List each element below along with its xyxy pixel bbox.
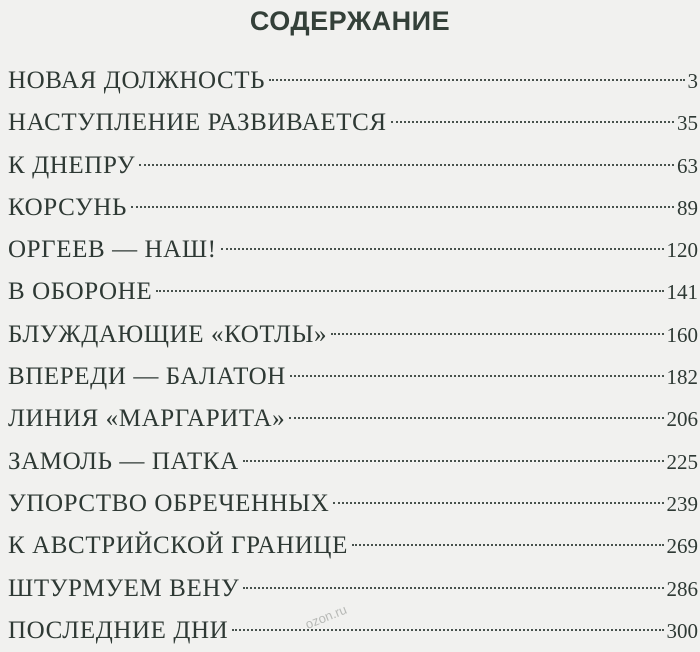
- toc-entry: [8, 314, 698, 356]
- dot-leader: [243, 587, 663, 589]
- dot-leader: [243, 460, 664, 462]
- toc-entry: [8, 610, 698, 652]
- toc-entry: [8, 187, 698, 229]
- toc-entry: [8, 145, 698, 187]
- toc-entry: [8, 60, 698, 102]
- dot-leader: [156, 290, 663, 292]
- toc-entry-page: 89: [677, 195, 698, 220]
- toc-entry-page: 120: [666, 238, 698, 263]
- toc-entry: [8, 271, 698, 313]
- dot-leader: [221, 248, 664, 250]
- toc-entry-title: ВПЕРЕДИ — БАЛАТОН: [8, 363, 286, 391]
- toc-entry-title: УПОРСТВО ОБРЕЧЕННЫХ: [8, 489, 330, 517]
- dot-leader: [269, 79, 684, 81]
- toc-entry-title: ЗАМОЛЬ — ПАТКА: [8, 447, 239, 475]
- toc-entry-page: 63: [677, 153, 698, 178]
- toc-entry-title: К АВСТРИЙСКОЙ ГРАНИЦЕ: [8, 532, 348, 560]
- toc-entry-page: 35: [677, 111, 698, 136]
- toc-entry-title: В ОБОРОНЕ: [8, 278, 153, 306]
- toc-entry-title: НАСТУПЛЕНИЕ РАЗВИВАЕТСЯ: [8, 109, 387, 137]
- toc-entry-page: 3: [687, 69, 698, 93]
- dot-leader: [331, 333, 663, 335]
- toc-entry-title: К ДНЕПРУ: [8, 151, 136, 179]
- dot-leader: [391, 121, 674, 123]
- toc-entry-page: 286: [666, 576, 698, 601]
- watermark: ozon.ru: [303, 601, 349, 632]
- toc-entry-title: ШТУРМУЕМ ВЕНУ: [8, 574, 240, 602]
- toc-entry: [8, 525, 698, 567]
- toc-entry: [8, 229, 698, 271]
- toc-entry: [8, 102, 698, 144]
- toc-entry: [8, 356, 698, 398]
- toc-entry-title: БЛУЖДАЮЩИЕ «КОТЛЫ»: [8, 320, 328, 348]
- page-title: СОДЕРЖАНИЕ: [249, 6, 451, 36]
- toc-entry-page: 225: [666, 449, 698, 474]
- toc-entry: [8, 483, 698, 525]
- dot-leader: [352, 544, 664, 546]
- dot-leader: [232, 629, 663, 631]
- toc-entry-page: 239: [666, 491, 698, 516]
- toc-entry: [8, 568, 698, 610]
- toc-entry-title: КОРСУНЬ: [8, 193, 127, 221]
- toc-entry-title: ЛИНИЯ «МАРГАРИТА»: [8, 405, 286, 433]
- dot-leader: [333, 502, 663, 504]
- toc-entry-page: 182: [666, 365, 698, 390]
- toc-entry-page: 160: [666, 322, 698, 347]
- toc-entry: [8, 441, 698, 483]
- toc-entry-title: ОРГЕЕВ — НАШ!: [8, 236, 217, 264]
- toc-entry-page: 141: [666, 280, 698, 305]
- toc-entry: [8, 398, 698, 440]
- toc-entry-page: 206: [666, 407, 698, 432]
- dot-leader: [131, 206, 674, 208]
- dot-leader: [139, 164, 674, 166]
- dot-leader: [290, 375, 664, 377]
- toc-entry-page: 269: [666, 534, 698, 559]
- toc-entry-title: НОВАЯ ДОЛЖНОСТЬ: [8, 67, 266, 94]
- toc-entry-page: 300: [666, 618, 698, 643]
- dot-leader: [289, 417, 663, 419]
- toc-entry-title: ПОСЛЕДНИЕ ДНИ: [8, 616, 229, 644]
- table-of-contents: [8, 60, 698, 652]
